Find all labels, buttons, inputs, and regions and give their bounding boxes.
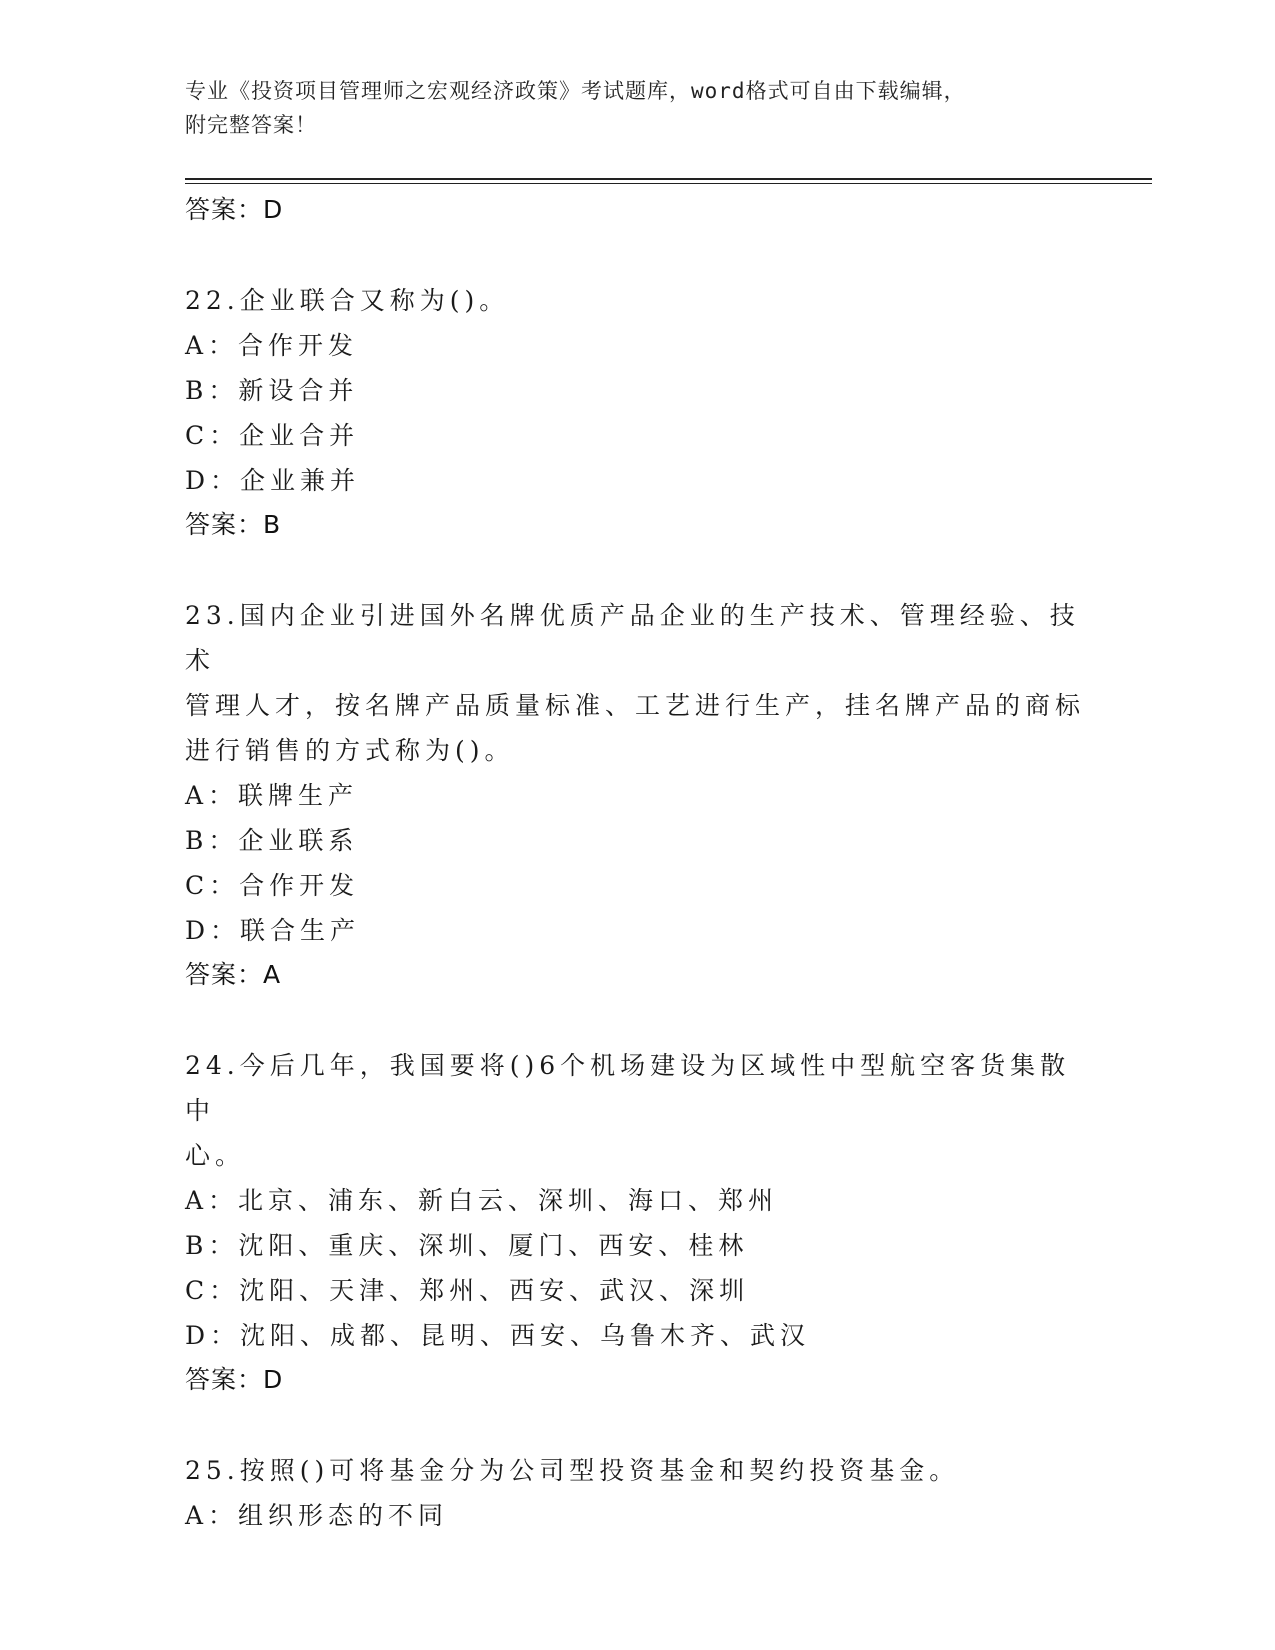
question-stem-line-2: 管理人才，按名牌产品质量标准、工艺进行生产，挂名牌产品的商标 (185, 691, 1086, 720)
question-24 (185, 1043, 1085, 1402)
option-c: C：合作开发 (185, 871, 360, 900)
option-d: D：联合生产 (185, 916, 361, 945)
document-header (185, 74, 1065, 142)
option-a: A：联牌生产 (185, 781, 359, 810)
option-d: D：企业兼并 (185, 466, 361, 495)
spacer (185, 1402, 1085, 1448)
answer: 答案：A (185, 960, 282, 989)
answer: 答案：B (185, 510, 282, 539)
question-stem: 22.企业联合又称为()。 (185, 286, 510, 315)
header-divider-thin (185, 183, 1152, 184)
option-a: A：北京、浦东、新白云、深圳、海口、郑州 (185, 1186, 779, 1215)
option-c: C：企业合并 (185, 421, 360, 450)
option-b: B：企业联系 (185, 826, 359, 855)
header-line-2: 附完整答案！ (185, 113, 317, 137)
question-stem-line-3: 进行销售的方式称为()。 (185, 736, 515, 765)
previous-answer: 答案：D (185, 195, 284, 224)
spacer (185, 547, 1085, 593)
question-22 (185, 278, 1085, 547)
header-divider-thick (185, 178, 1152, 180)
question-23 (185, 593, 1085, 997)
question-stem: 25.按照()可将基金分为公司型投资基金和契约投资基金。 (185, 1456, 960, 1485)
question-stem-line-1: 24.今后几年，我国要将()6个机场建设为区域性中型航空客货集散中 (185, 1051, 1071, 1125)
spacer (185, 232, 1085, 278)
option-d: D：沈阳、成都、昆明、西安、乌鲁木齐、武汉 (185, 1321, 811, 1350)
header-line-1: 专业《投资项目管理师之宏观经济政策》考试题库，word格式可自由下载编辑， (185, 79, 966, 103)
document-body (185, 188, 1085, 1538)
option-c: C：沈阳、天津、郑州、西安、武汉、深圳 (185, 1276, 750, 1305)
option-b: B：沈阳、重庆、深圳、厦门、西安、桂林 (185, 1231, 749, 1260)
answer: 答案：D (185, 1365, 284, 1394)
option-a: A：合作开发 (185, 331, 359, 360)
option-b: B：新设合并 (185, 376, 359, 405)
question-stem-line-2: 心。 (185, 1141, 246, 1170)
question-25 (185, 1448, 1085, 1538)
spacer (185, 997, 1085, 1043)
question-stem-line-1: 23.国内企业引进国外名牌优质产品企业的生产技术、管理经验、技术 (185, 601, 1080, 675)
option-a: A：组织形态的不同 (185, 1501, 449, 1530)
